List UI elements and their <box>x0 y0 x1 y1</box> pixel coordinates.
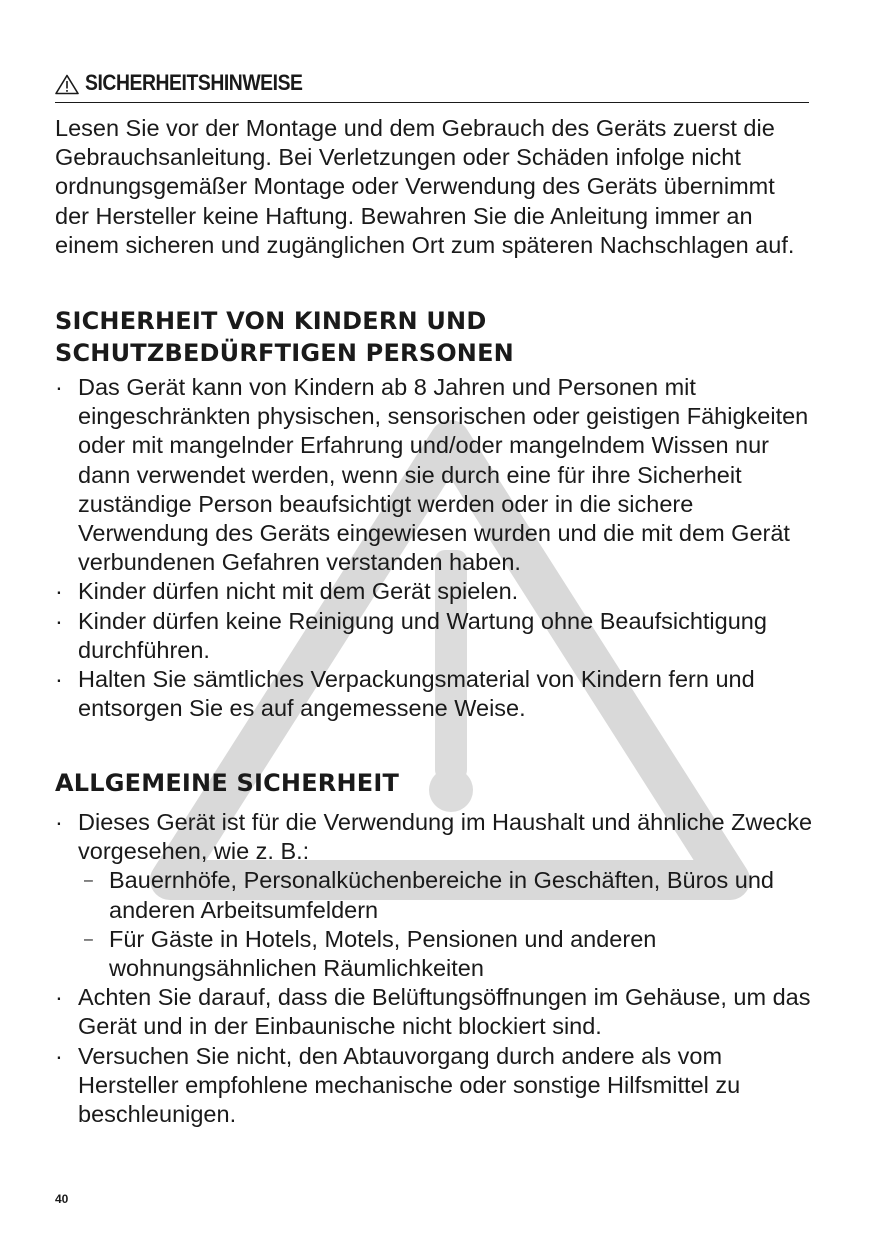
warning-triangle-icon <box>55 74 79 95</box>
general-safety-list <box>55 808 815 1129</box>
list-item: · Achten Sie darauf, dass die Belüftungsöffnungen im Gehäuse, um das Gerät und in der Einbaunische nicht blockiert sind. <box>55 983 815 1041</box>
heading-general-safety: ALLGEMEINE SICHERHEIT <box>55 769 400 797</box>
list-item: · Kinder dürfen keine Reinigung und Wartung ohne Beaufsichtigung durchführen. <box>55 607 815 665</box>
list-item <box>55 808 815 983</box>
page-number: 40 <box>55 1192 69 1206</box>
list-item: · Halten Sie sämtliches Verpackungsmaterial von Kindern fern und entsorgen Sie es auf angemessene Weise. <box>55 665 815 723</box>
sub-list <box>78 866 815 983</box>
heading-line-2: SCHUTZBEDÜRFTIGEN PERSONEN <box>55 339 514 367</box>
heading-line-1: SICHERHEIT VON KINDERN UND <box>55 307 487 335</box>
sub-list-item: – Für Gäste in Hotels, Motels, Pensionen und anderen wohnungsähnlichen Räumlichkeiten <box>78 925 815 983</box>
list-item-text: Dieses Gerät ist für die Verwendung im Haushalt und ähnliche Zwecke vorgesehen, wie z. B.: <box>78 809 813 865</box>
header-title: SICHERHEITSHINWEISE <box>85 70 303 95</box>
list-item: · Versuchen Sie nicht, den Abtauvorgang durch andere als vom Hersteller empfohlene mechanische oder sonstige Hilfsmittel zu beschleunigen. <box>55 1042 815 1130</box>
list-item: · Das Gerät kann von Kindern ab 8 Jahren und Personen mit eingeschränkten physischen, sensorischen oder geistigen Fähigkeiten oder mit mangelnder Erfahrung und/oder mangelndem Wissen nur dann verwendet werden, wenn sie durch eine für ihre Sicherheit zuständige Person beaufsichtigt werden oder in die sichere Verwendung des Geräts eingewiesen wurden und die mit dem Gerät verbundenen Gefahren verstanden haben. <box>55 373 815 577</box>
section-header <box>55 66 809 103</box>
sub-list-item: – Bauernhöfe, Personalküchenbereiche in Geschäften, Büros und anderen Arbeitsumfeldern <box>78 866 815 924</box>
intro-paragraph: Lesen Sie vor der Montage und dem Gebrauch des Geräts zuerst die Gebrauchsanleitung. Bei Verletzungen oder Schäden infolge nicht ordnungsgemäßer Montage oder Verwendung des Geräts übernimmt der Hersteller keine Haftung. Bewahren Sie die Anleitung immer an einem sicheren und zugänglichen Ort zum späteren Nachschlagen auf. <box>55 115 795 258</box>
heading-child-safety <box>55 305 514 369</box>
child-safety-list <box>55 373 815 723</box>
list-item: · Kinder dürfen nicht mit dem Gerät spielen. <box>55 577 815 606</box>
